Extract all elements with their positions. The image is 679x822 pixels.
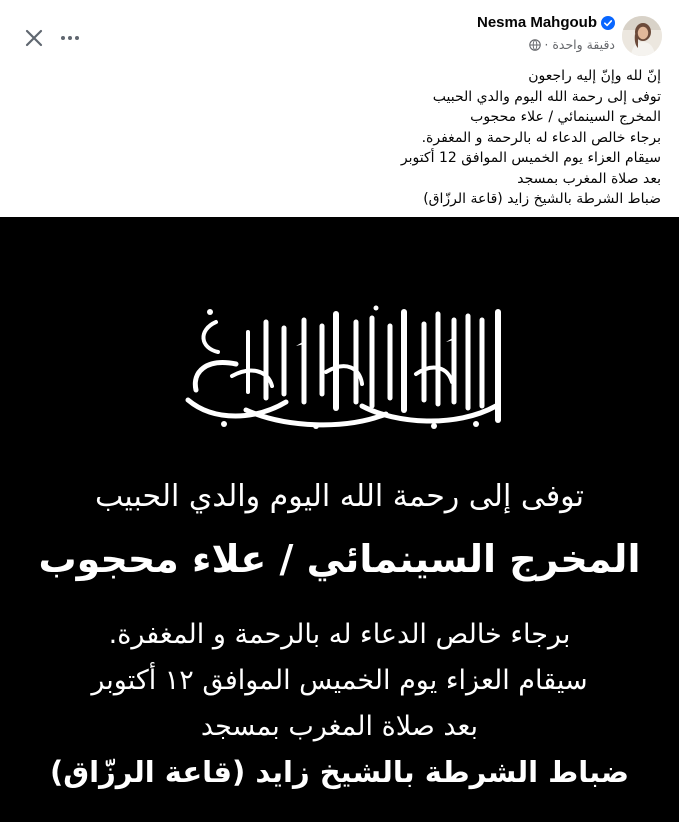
author-row bbox=[477, 14, 615, 31]
post-text-line: إنّ لله وإنّ إليه راجعون bbox=[528, 68, 661, 84]
verified-badge-icon bbox=[601, 16, 615, 30]
post-text-line: بعد صلاة المغرب بمسجد bbox=[517, 170, 661, 187]
avatar[interactable] bbox=[622, 16, 662, 56]
post-header bbox=[0, 0, 679, 75]
post-text-line: توفى إلى رحمة الله اليوم والدي الحبيب bbox=[432, 88, 661, 105]
post-text-line: سيقام العزاء يوم الخميس الموافق 12 أكتوبر bbox=[400, 150, 661, 166]
post-meta bbox=[529, 37, 616, 52]
meta-separator: · bbox=[544, 37, 549, 52]
image-text-line-venue: ضباط الشرطة بالشيخ زايد (قاعة الرزّاق) bbox=[49, 755, 630, 789]
post-timestamp[interactable]: دقيقة واحدة bbox=[552, 37, 615, 52]
author-name[interactable]: Nesma Mahgoub bbox=[476, 14, 597, 31]
post-image[interactable] bbox=[0, 217, 679, 822]
post-text-line: المخرج السينمائي / علاء محجوب bbox=[470, 109, 661, 125]
image-text-line: توفى إلى رحمة الله اليوم والدي الحبيب bbox=[94, 479, 585, 514]
calligraphy-inscription bbox=[176, 302, 506, 437]
close-icon bbox=[25, 29, 43, 47]
avatar-image bbox=[622, 16, 662, 56]
more-options-button[interactable] bbox=[56, 24, 84, 52]
post-text-line: برجاء خالص الدعاء له بالرحمة و المغفرة. bbox=[421, 129, 661, 146]
post-message bbox=[21, 66, 661, 210]
globe-icon[interactable] bbox=[529, 39, 541, 51]
image-text-line: سيقام العزاء يوم الخميس الموافق ١٢ أكتوبر bbox=[91, 665, 588, 696]
post-text-line: ضباط الشرطة بالشيخ زايد (قاعة الرزّاق) bbox=[423, 191, 661, 207]
more-icon bbox=[60, 35, 80, 41]
close-button[interactable] bbox=[20, 24, 48, 52]
image-text-line-name: المخرج السينمائي / علاء محجوب bbox=[38, 537, 641, 581]
image-text-line: بعد صلاة المغرب بمسجد bbox=[200, 711, 479, 742]
image-text-line: برجاء خالص الدعاء له بالرحمة و المغفرة. bbox=[108, 619, 571, 650]
